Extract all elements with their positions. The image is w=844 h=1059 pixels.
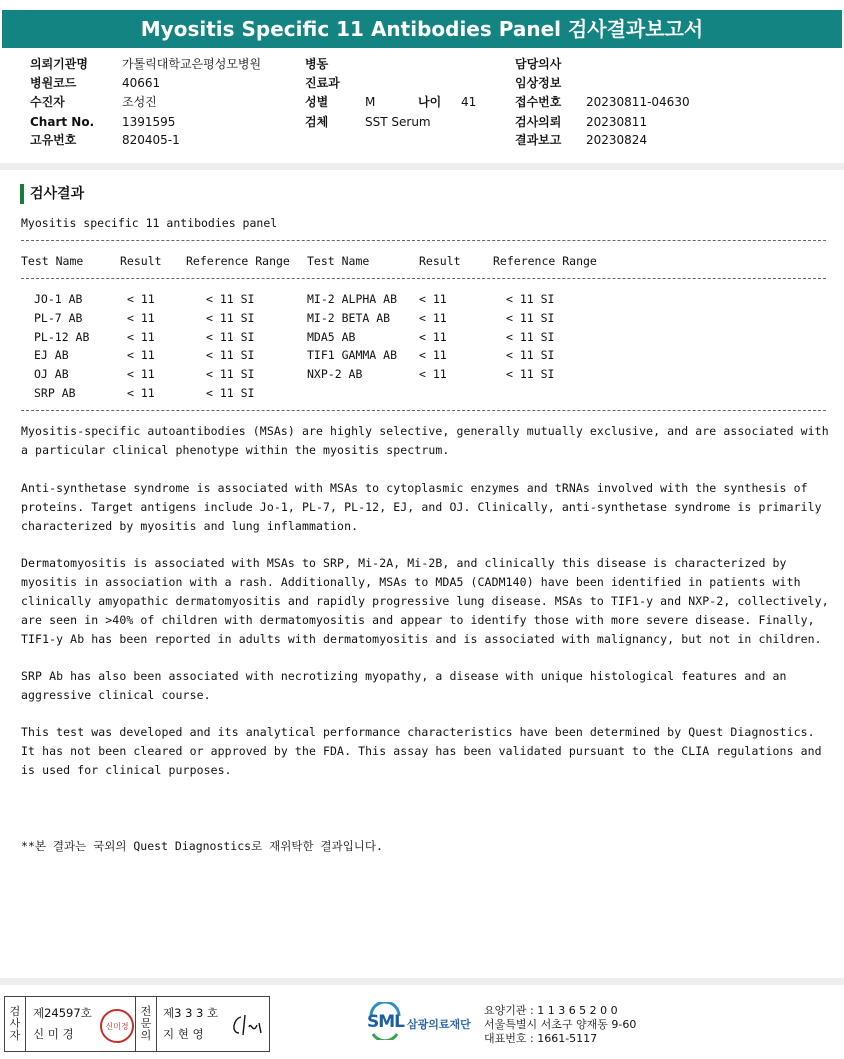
test-result: < 11 bbox=[419, 330, 447, 344]
info-col1-2-label: 수진자 bbox=[30, 95, 65, 109]
sml-logo bbox=[365, 1002, 485, 1042]
header-reference-range-2: Reference Range bbox=[493, 254, 597, 268]
info-age-value: 41 bbox=[461, 95, 477, 109]
info-col3-4-value: 20230824 bbox=[586, 133, 648, 147]
test-result: < 11 bbox=[127, 367, 155, 381]
section-title: 검사결과 bbox=[30, 186, 85, 202]
test-name: PL-7 AB bbox=[34, 311, 83, 325]
reference-range: < 11 SI bbox=[506, 292, 555, 306]
seal-text: 신미경 bbox=[105, 1021, 129, 1031]
test-name: JO-1 AB bbox=[34, 292, 83, 306]
info-col3-4-label: 결과보고 bbox=[515, 133, 562, 147]
info-col1-3-label: Chart No. bbox=[30, 115, 95, 129]
test-result: < 11 bbox=[419, 292, 447, 306]
paragraph-disclaimer: This test was developed and its analytical performance characteristics have been determined by Quest Diagnostics. It has not been cleared or approved by the FDA. This assay has been validated pursuant to the CLIA regulations and is used for clinical purposes. bbox=[21, 725, 822, 777]
test-result: < 11 bbox=[127, 348, 155, 362]
info-col3-1-label: 임상정보 bbox=[515, 76, 562, 90]
info-col1-1-value: 40661 bbox=[122, 76, 161, 90]
info-col3-3-label: 검사의뢰 bbox=[515, 115, 562, 129]
test-name: SRP AB bbox=[34, 386, 76, 400]
header-test-name: Test Name bbox=[21, 254, 84, 268]
reference-range: < 11 SI bbox=[206, 367, 255, 381]
test-name: EJ AB bbox=[34, 348, 69, 362]
inspector-name: 신 미 경 bbox=[33, 1027, 74, 1041]
reference-range: < 11 SI bbox=[506, 330, 555, 344]
info-col2-3-label: 검체 bbox=[305, 115, 329, 129]
info-col2-1-label: 진료과 bbox=[305, 76, 340, 90]
inspector-number: 제24597호 bbox=[33, 1006, 92, 1020]
confirmer-number: 제3 3 3 호 bbox=[163, 1006, 219, 1020]
info-col1-2-value: 조성진 bbox=[122, 95, 157, 109]
info-col3-2-label: 접수번호 bbox=[515, 95, 562, 109]
info-col1-0-label: 의뢰기관명 bbox=[30, 57, 88, 71]
reference-range: < 11 SI bbox=[506, 367, 555, 381]
org-name: 삼광의료재단 bbox=[407, 1018, 471, 1031]
section-marker bbox=[20, 184, 24, 204]
divider bbox=[0, 163, 844, 170]
footer bbox=[0, 980, 844, 1059]
header-result-2: Result bbox=[419, 254, 461, 268]
info-col1-1-label: 병원코드 bbox=[30, 76, 77, 90]
inspector-label: 검 사 자 bbox=[5, 997, 26, 1051]
info-col2-2-label: 성별 bbox=[305, 95, 329, 109]
table-bottom-rule bbox=[21, 410, 826, 411]
test-name: NXP-2 AB bbox=[307, 367, 363, 381]
info-col1-0-value: 가톨릭대학교은평성모병원 bbox=[122, 57, 262, 71]
test-name: TIF1 GAMMA AB bbox=[307, 348, 398, 362]
header-result: Result bbox=[120, 254, 162, 268]
info-col1-4-value: 820405-1 bbox=[122, 133, 180, 147]
reference-range: < 11 SI bbox=[206, 330, 255, 344]
reference-range: < 11 SI bbox=[206, 311, 255, 325]
info-age-label: 나이 bbox=[418, 95, 442, 109]
test-result: < 11 bbox=[127, 292, 155, 306]
test-result: < 11 bbox=[127, 330, 155, 344]
sml-text: SML bbox=[367, 1012, 404, 1032]
paragraph-antisynthetase: Anti-synthetase syndrome is associated with MSAs to cytoplasmic enzymes and tRNAs involved with the synthesis of proteins. Target antigens include Jo-1, PL-7, PL-12, EJ, and OJ. Clinically, anti-synthetase syndrome is primarily characterized by myositis and lung inflammation. bbox=[21, 481, 822, 533]
panel-name: Myositis specific 11 antibodies panel bbox=[21, 216, 278, 230]
paragraph-dermatomyositis: Dermatomyositis is associated with MSAs to SRP, Mi-2A, Mi-2B, and clinically this disease is characterized by myositis in association with a rash. Additionally, MSAs to MDA5 (CADM140) have been identified in patients with clinically amyopathic dermatomyositis and rapidly progressive lung disease. MSAs to TIF1-y and NXP-2, collectively, are seen in >40% of children with dermatomyositis and appear to identify those with more severe disease. Finally, TIF1-y Ab has been reported in adults with dermatomyositis and is associated with malignancy, but not in children. bbox=[21, 556, 829, 646]
inspector-seal bbox=[100, 1009, 134, 1043]
info-col3-2-value: 20230811-04630 bbox=[586, 95, 690, 109]
phone-line: 대표번호 : 1661-5117 bbox=[484, 1032, 598, 1045]
table-top-rule bbox=[21, 240, 826, 241]
reference-range: < 11 SI bbox=[506, 348, 555, 362]
reference-range: < 11 SI bbox=[506, 311, 555, 325]
test-name: MI-2 BETA AB bbox=[307, 311, 391, 325]
info-col1-3-value: 1391595 bbox=[122, 115, 176, 129]
address-line: 서울특별시 서초구 양재동 9-60 bbox=[484, 1018, 637, 1031]
test-result: < 11 bbox=[127, 311, 155, 325]
confirmer-name: 지 현 영 bbox=[163, 1027, 204, 1041]
paragraph-msa: Myositis-specific autoantibodies (MSAs) are highly selective, generally mutually exclusive, and are associated with a particular clinical phenotype within the myositis spectrum. bbox=[21, 424, 829, 457]
paragraph-srp: SRP Ab has also been associated with necrotizing myopathy, a disease with unique histological features and an aggressive clinical course. bbox=[21, 669, 787, 702]
info-col1-4-label: 고유번호 bbox=[30, 133, 77, 147]
signature-box bbox=[4, 996, 270, 1052]
info-col3-0-label: 담당의사 bbox=[515, 57, 562, 71]
reference-range: < 11 SI bbox=[206, 292, 255, 306]
test-name: PL-12 AB bbox=[34, 330, 90, 344]
report-title: Myositis Specific 11 Antibodies Panel 검사결과보고서 bbox=[2, 10, 842, 48]
referral-note: **본 결과는 국외의 Quest Diagnostics로 재위탁한 결과입니다. bbox=[21, 839, 383, 853]
test-result: < 11 bbox=[419, 311, 447, 325]
reference-range: < 11 SI bbox=[206, 386, 255, 400]
test-name: MDA5 AB bbox=[307, 330, 356, 344]
info-col2-2-value: M bbox=[365, 95, 376, 109]
info-col2-3-value: SST Serum bbox=[365, 115, 431, 129]
header-test-name-2: Test Name bbox=[307, 254, 370, 268]
confirmer-label: 전 문 의 bbox=[135, 997, 157, 1051]
test-result: < 11 bbox=[419, 367, 447, 381]
header-reference-range: Reference Range bbox=[186, 254, 290, 268]
test-name: MI-2 ALPHA AB bbox=[307, 292, 398, 306]
test-result: < 11 bbox=[127, 386, 155, 400]
info-col3-3-value: 20230811 bbox=[586, 115, 648, 129]
signature-icon bbox=[227, 1011, 265, 1039]
facility-code: 요양기관 : 1 1 3 6 5 2 0 0 bbox=[484, 1004, 618, 1017]
reference-range: < 11 SI bbox=[206, 348, 255, 362]
test-name: OJ AB bbox=[34, 367, 69, 381]
info-col2-0-label: 병동 bbox=[305, 57, 329, 71]
table-header-rule bbox=[21, 278, 826, 279]
test-result: < 11 bbox=[419, 348, 447, 362]
